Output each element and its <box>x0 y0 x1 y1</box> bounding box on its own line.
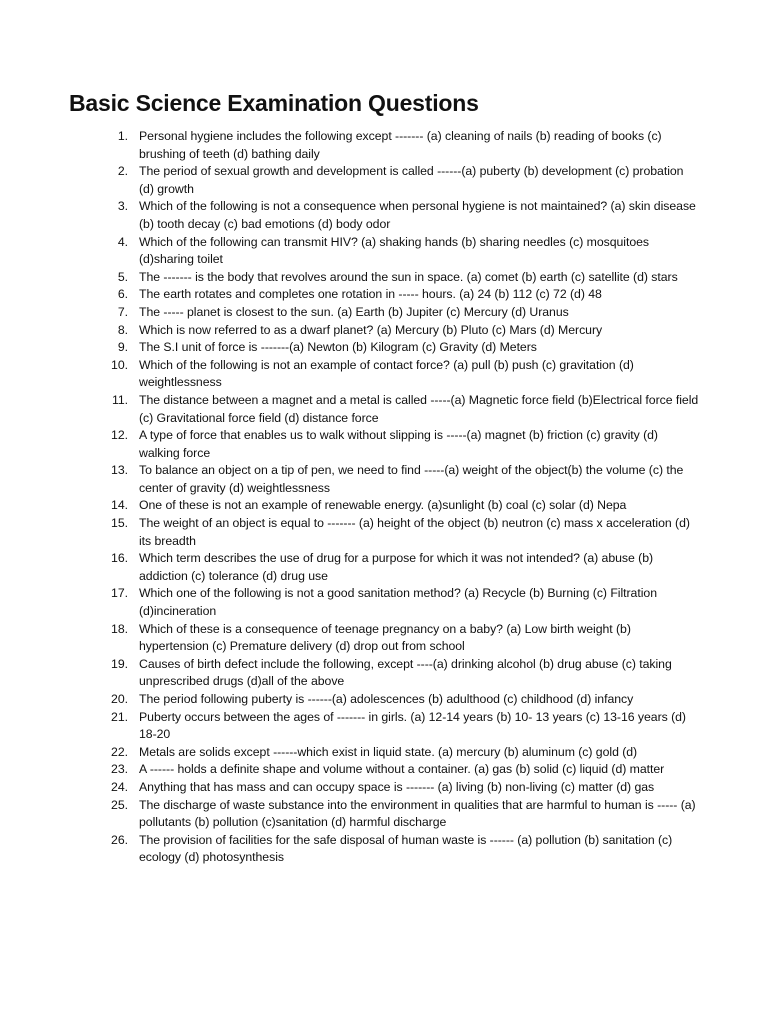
question-text: The weight of an object is equal to ------- (a) height of the object (b) neutron (c) mass x acceleration (d) its breadth <box>139 516 690 548</box>
question-text: Personal hygiene includes the following except ------- (a) cleaning of nails (b) reading of books (c) brushing of teeth (d) bathing daily <box>139 129 662 161</box>
question-item <box>0 286 699 304</box>
question-text: The ----- planet is closest to the sun. (a) Earth (b) Jupiter (c) Mercury (d) Uranus <box>139 304 569 319</box>
question-number: 19. <box>111 656 128 671</box>
question-text: Anything that has mass and can occupy space is ------- (a) living (b) non-living (c) matter (d) gas <box>139 779 655 794</box>
question-item <box>0 585 699 620</box>
question-item <box>0 691 699 709</box>
question-item <box>0 128 699 163</box>
question-item <box>0 744 699 762</box>
question-text: To balance an object on a tip of pen, we need to find -----(a) weight of the object(b) the volume (c) the center of gravity (d) weightlessness <box>139 463 684 495</box>
question-number: 2. <box>117 164 128 179</box>
question-number: 11. <box>111 392 128 407</box>
question-text: A ------ holds a definite shape and volume without a container. (a) gas (b) solid (c) liquid (d) matter <box>139 762 665 777</box>
question-text: The discharge of waste substance into the environment in qualities that are harmful to human is ----- (a) pollutants (b) pollution (c)sanitation (d) harmful discharge <box>139 797 696 830</box>
question-text: The period of sexual growth and development is called ------(a) puberty (b) development (c) probation (d) growth <box>139 164 684 196</box>
question-number: 25. <box>111 797 128 812</box>
question-item <box>0 339 699 357</box>
question-text: Which one of the following is not a good sanitation method? (a) Recycle (b) Burning (c) Filtration (d)incineration <box>139 586 657 619</box>
question-item <box>0 515 699 550</box>
question-item <box>0 621 699 656</box>
question-number: 20. <box>111 692 128 706</box>
question-number: 12. <box>111 428 128 443</box>
question-text: Puberty occurs between the ages of ------- in girls. (a) 12-14 years (b) 10- 13 years (c) 13-16 years (d) 18-20 <box>139 709 686 742</box>
question-text: The S.I unit of force is -------(a) Newton (b) Kilogram (c) Gravity (d) Meters <box>139 340 537 355</box>
question-number: 17. <box>111 586 128 601</box>
question-text: One of these is not an example of renewable energy. (a)sunlight (b) coal (c) solar (d) Nepa <box>139 498 627 513</box>
question-number: 16. <box>111 551 128 566</box>
question-list <box>0 128 768 867</box>
question-text: The provision of facilities for the safe disposal of human waste is ------ (a) pollution (b) sanitation (c) ecology (d) photosynthesis <box>139 832 673 865</box>
question-item <box>0 392 699 427</box>
question-text: A type of force that enables us to walk without slipping is -----(a) magnet (b) friction (c) gravity (d) walking force <box>139 428 658 460</box>
question-item <box>0 797 699 832</box>
question-item <box>0 761 699 779</box>
question-text: The period following puberty is ------(a) adolescences (b) adulthood (c) childhood (d) infancy <box>139 692 634 706</box>
question-item <box>0 550 699 585</box>
question-number: 1. <box>117 129 128 143</box>
question-number: 15. <box>111 516 128 531</box>
question-item <box>0 198 699 233</box>
question-number: 9. <box>117 340 128 355</box>
question-number: 23. <box>111 762 128 777</box>
question-text: The ------- is the body that revolves around the sun in space. (a) comet (b) earth (c) satellite (d) stars <box>139 269 678 284</box>
question-number: 4. <box>117 234 128 249</box>
question-number: 8. <box>117 322 128 337</box>
question-item <box>0 497 699 515</box>
question-number: 3. <box>117 199 128 214</box>
question-number: 10. <box>111 357 128 372</box>
question-item <box>0 163 699 198</box>
question-item <box>0 357 699 392</box>
question-number: 18. <box>111 621 128 636</box>
question-number: 14. <box>111 498 128 513</box>
question-number: 13. <box>111 463 128 478</box>
question-text: Which of the following is not a consequence when personal hygiene is not maintained? (a) skin disease (b) tooth decay (c) bad emotions (d) body odor <box>139 199 696 231</box>
question-number: 24. <box>111 779 128 794</box>
question-item <box>0 462 699 497</box>
question-item <box>0 304 699 322</box>
document-title: Basic Science Examination Questions <box>69 90 479 116</box>
question-item <box>0 709 699 744</box>
question-number: 26. <box>111 832 128 847</box>
question-text: Which of these is a consequence of teenage pregnancy on a baby? (a) Low birth weight (b) hypertension (c) Premature delivery (d) drop out from school <box>139 621 631 654</box>
question-text: Causes of birth defect include the following, except ----(a) drinking alcohol (b) drug abuse (c) taking unprescribed drugs (d)all of the above <box>139 656 672 689</box>
question-number: 5. <box>117 269 128 284</box>
question-item <box>0 832 699 867</box>
question-number: 21. <box>111 709 128 724</box>
question-text: Which of the following is not an example of contact force? (a) pull (b) push (c) gravitation (d) weightlessness <box>139 357 634 390</box>
question-number: 7. <box>117 304 128 319</box>
question-text: Metals are solids except ------which exist in liquid state. (a) mercury (b) aluminum (c) gold (d) <box>139 744 638 759</box>
question-item <box>0 779 699 797</box>
question-text: The earth rotates and completes one rotation in ----- hours. (a) 24 (b) 112 (c) 72 (d) 48 <box>139 287 602 302</box>
question-text: Which of the following can transmit HIV? (a) shaking hands (b) sharing needles (c) mosquitoes (d)sharing toilet <box>139 234 650 267</box>
question-text: The distance between a magnet and a metal is called -----(a) Magnetic force field (b)Electrical force field (c) Gravitational force field (d) distance force <box>139 392 699 425</box>
question-item <box>0 322 699 340</box>
question-item <box>0 234 699 269</box>
question-item <box>0 427 699 462</box>
question-item <box>0 656 699 691</box>
question-item <box>0 269 699 287</box>
question-text: Which term describes the use of drug for a purpose for which it was not intended? (a) abuse (b) addiction (c) tolerance (d) drug use <box>139 551 654 583</box>
question-text: Which is now referred to as a dwarf planet? (a) Mercury (b) Pluto (c) Mars (d) Mercury <box>139 322 603 337</box>
question-number: 22. <box>111 744 128 759</box>
question-number: 6. <box>117 287 128 302</box>
